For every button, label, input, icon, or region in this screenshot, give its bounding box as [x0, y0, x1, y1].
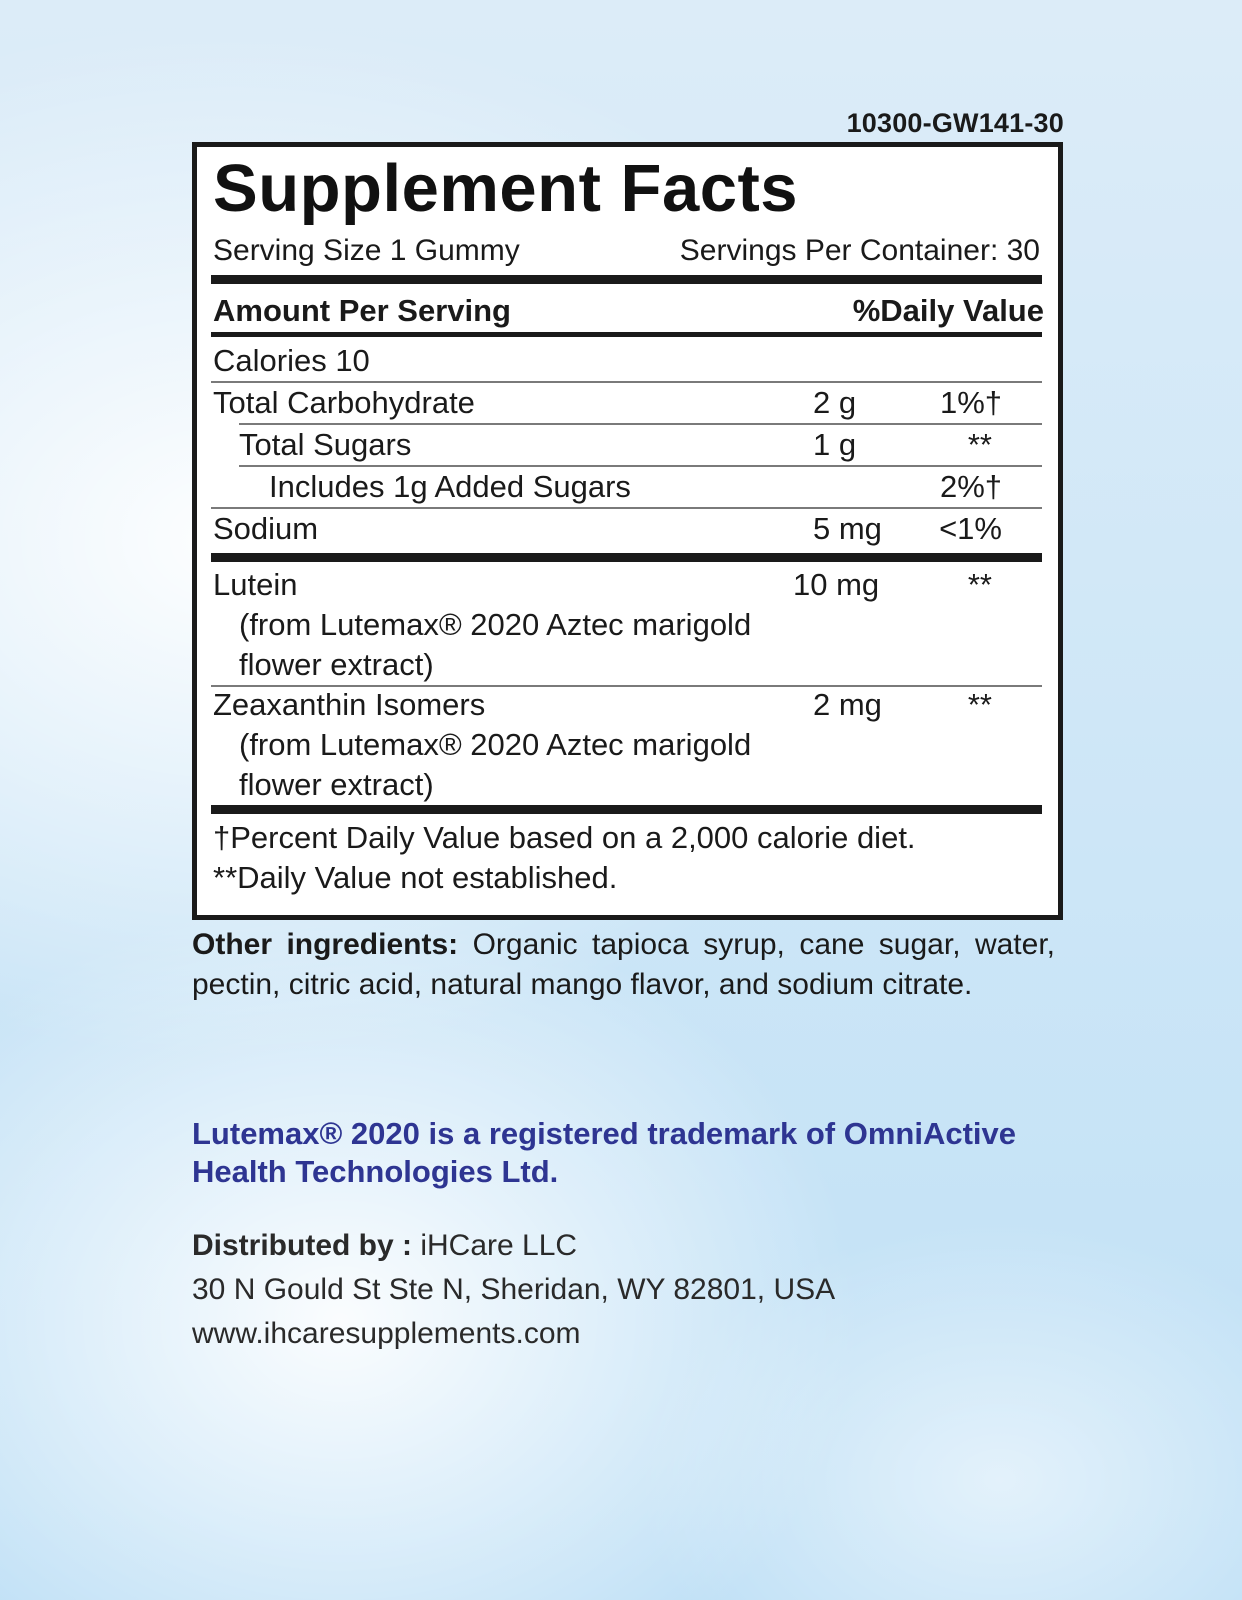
distributor-name: iHCare LLC	[412, 1229, 578, 1262]
ingredient-name: Lutein	[213, 567, 298, 602]
ingredient-amount: 10 mg	[793, 567, 880, 602]
nutrient-name: Sodium	[213, 511, 319, 546]
row-divider	[211, 507, 1042, 509]
trademark-notice: Lutemax® 2020 is a registered trademark of OmniActive Health Technologies Ltd.	[192, 1116, 1017, 1189]
distributor-address: 30 N Gould St Ste N, Sheridan, WY 82801, USA	[192, 1273, 836, 1306]
panel-title: Supplement Facts	[213, 151, 799, 226]
ingredient-daily-value: **	[967, 567, 992, 602]
other-ingredients	[192, 925, 1055, 1005]
distributor-line	[192, 1228, 577, 1264]
amount-per-serving-header: Amount Per Serving	[213, 293, 511, 328]
thick-divider	[211, 553, 1042, 562]
distributor-website: www.ihcaresupplements.com	[192, 1317, 581, 1350]
other-ingredients-label: Other ingredients:	[192, 928, 459, 961]
supplement-facts-panel	[192, 142, 1063, 920]
daily-value-header: %Daily Value	[852, 293, 1044, 328]
servings-per-container: Servings Per Container: 30	[679, 234, 1040, 267]
nutrient-daily-value: **	[967, 427, 992, 462]
other-ingredients-text: Organic tapioca syrup, cane sugar, water, pectin, citric acid, natural mango flavor, and sodium citrate.	[192, 928, 1055, 1001]
row-divider	[239, 465, 1042, 467]
footnote-not-established: **Daily Value not established.	[213, 860, 618, 895]
ingredient-amount: 2 mg	[813, 687, 882, 722]
nutrient-daily-value: 2%†	[939, 469, 1002, 504]
ingredient-name: Zeaxanthin Isomers	[213, 687, 486, 722]
ingredient-source: (from Lutemax® 2020 Aztec marigold flower extract)	[239, 607, 752, 682]
footnote-daily-value: †Percent Daily Value based on a 2,000 calorie diet.	[213, 820, 916, 855]
ingredient-source: (from Lutemax® 2020 Aztec marigold flower extract)	[239, 727, 752, 802]
thick-divider	[211, 275, 1042, 284]
serving-size: Serving Size 1 Gummy	[213, 234, 520, 267]
calories-row: Calories 10	[213, 343, 370, 378]
nutrient-amount: 5 mg	[813, 511, 882, 546]
thick-divider	[211, 805, 1042, 814]
ingredient-daily-value: **	[967, 687, 992, 722]
nutrient-name: Total Carbohydrate	[213, 385, 475, 420]
product-code: 10300-GW141-30	[846, 108, 1064, 138]
nutrient-name: Includes 1g Added Sugars	[269, 469, 631, 504]
row-divider	[239, 423, 1042, 425]
nutrient-name: Total Sugars	[239, 427, 412, 462]
distributor-label: Distributed by :	[192, 1229, 413, 1262]
medium-divider	[211, 332, 1042, 337]
nutrient-amount: 1 g	[813, 427, 857, 462]
nutrient-amount: 2 g	[813, 385, 857, 420]
nutrient-daily-value: <1%	[939, 511, 1002, 546]
row-divider	[211, 381, 1042, 383]
nutrient-daily-value: 1%†	[939, 385, 1002, 420]
